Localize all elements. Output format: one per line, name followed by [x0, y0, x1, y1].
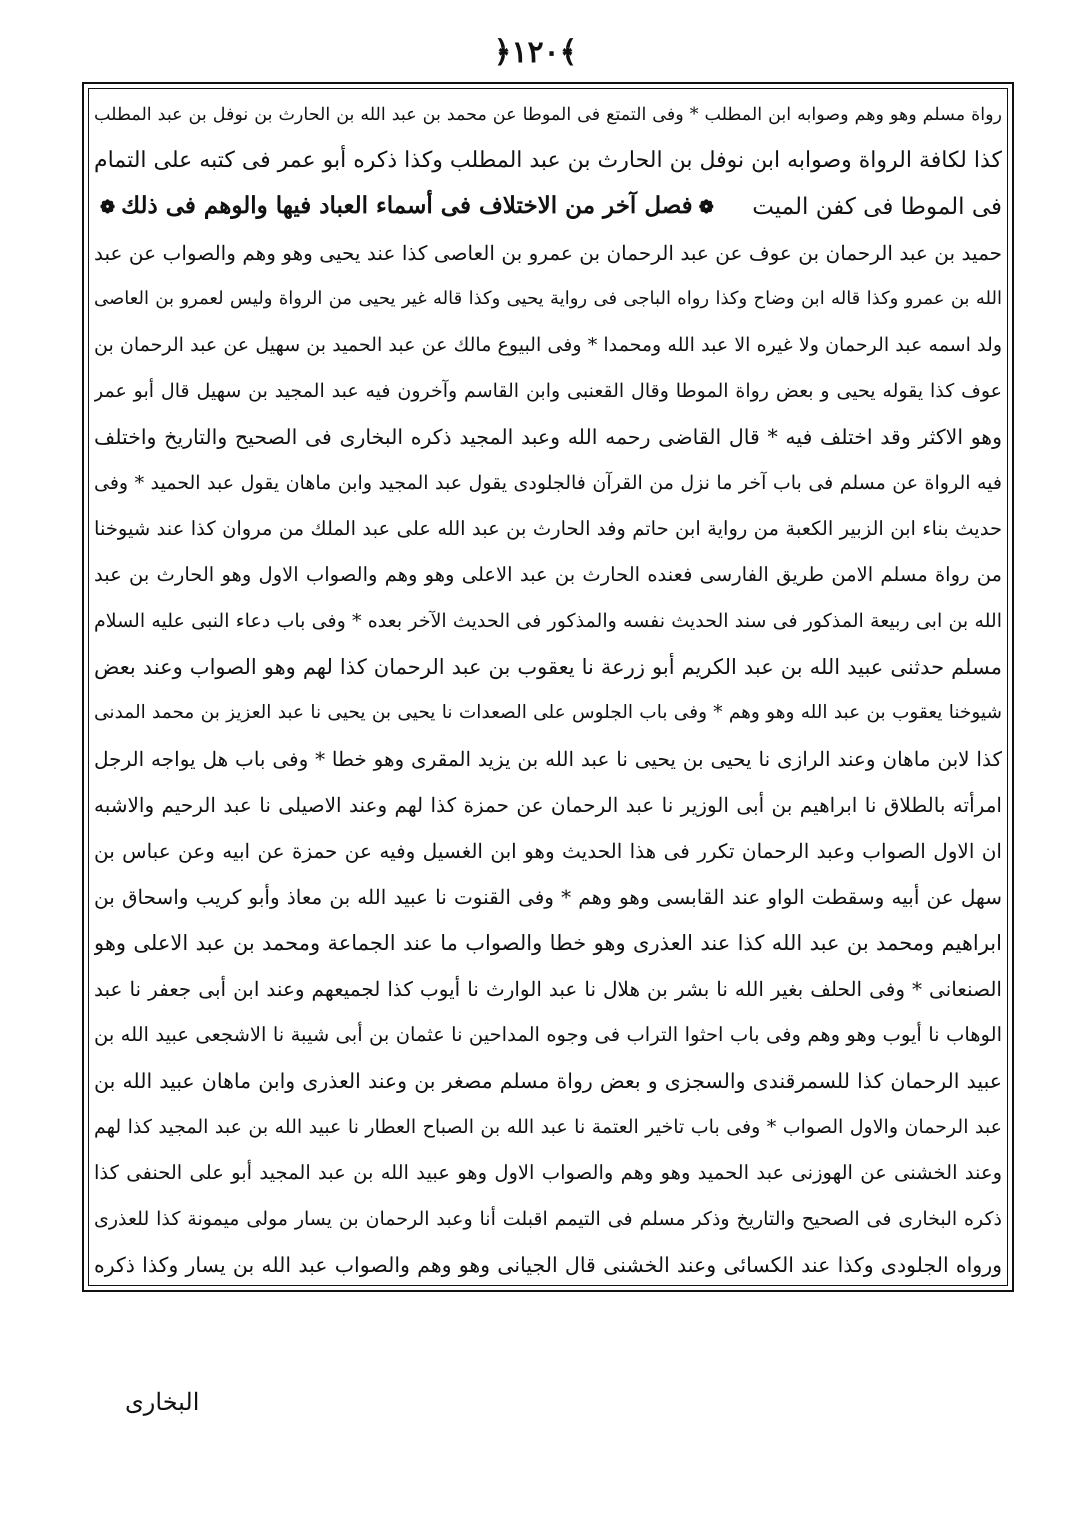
text-line: من رواة مسلم الامن طريق الفارسى فعنده الحارث بن عبد الاعلى وهو وهم والصواب الاول وهو الحارث بن عبد [94, 563, 1002, 586]
ornament-icon: ❁ [698, 197, 714, 218]
catchword: البخارى [125, 1388, 200, 1416]
text-line: الله بن عمرو وكذا قاله ابن وضاح وكذا رواه الباجى فى رواية يحيى وكذا قاله غير يحيى من الرواة وليس لعمرو بن العاصى [94, 288, 1002, 309]
text-line: امرأته بالطلاق نا ابراهيم بن أبى الوزير نا عبد الرحمان عن حمزة كذا لهم وعند الاصيلى نا عبد الرحيم والاشبه [94, 793, 1002, 817]
section-heading [94, 184, 1002, 230]
text-line: حديث بناء ابن الزبير الكعبة من رواية ابن حاتم وفد الحارث بن عبد الله على عبد الملك من مروان كذا عند شيوخنا [94, 517, 1002, 540]
text-line: الوهاب نا أيوب وهو وهم وفى باب احثوا التراب فى وجوه المداحين نا عثمان بن أبى شيبة نا الاشجعى عبيد الله بن [94, 1023, 1002, 1046]
text-line: عبيد الرحمان كذا للسمرقندى والسجزى و بعض رواة مسلم مصغر بن وعند العذرى وابن ماهان عبيد الله بن [94, 1069, 1002, 1093]
heading-subtitle: فى الموطا فى كفن الميت [752, 194, 1002, 220]
text-line: سهل عن أبيه وسقطت الواو عند القابسى وهو وهم * وفى القنوت نا عبيد الله بن معاذ وأبو كريب واسحاق بن [94, 885, 1002, 909]
ornament-icon: ❁ [100, 197, 116, 218]
text-line: كذا لكافة الرواة وصوابه ابن نوفل بن الحارث بن عبد المطلب وكذا ذكره أبو عمر فى كتبه على التمام [94, 148, 1002, 173]
text-line: ورواه الجلودى وكذا عند الكسائى وعند الخشنى قال الجيانى وهو وهم والصواب عبد الله بن يسار وكذا ذكره [94, 1253, 1002, 1277]
text-line: عبد الرحمان والاول الصواب * وفى باب تاخير العتمة نا عبد الله بن الصباح العطار نا عبيد الله بن عبد المجيد كذا لهم [94, 1116, 1002, 1138]
text-line: الصنعانى * وفى الحلف بغير الله نا بشر بن هلال نا عبد الوارث نا أيوب كذا لجميعهم وعند ابن أبى جعفر نا عبد [94, 977, 1002, 1001]
text-line: ابراهيم ومحمد بن عبد الله كذا عند العذرى وهو خطا والصواب ما عند الجماعة ومحمد بن عبد الاعلى وهو [94, 931, 1002, 955]
heading-title-group [94, 183, 720, 231]
text-line: فيه الرواة عن مسلم فى باب آخر ما نزل من القرآن فالجلودى يقول عبد المجيد وابن ماهان يقول عبد الحميد * وفى [94, 472, 1002, 494]
text-line: الله بن ابى ربيعة المذكور فى سند الحديث نفسه والمذكور فى الحديث الآخر بعده * وفى باب دعاء النبى عليه السلام [94, 610, 1002, 632]
text-line: وعند الخشنى عن الهوزنى عبد الحميد وهو وهم والصواب الاول وهو عبيد الله بن عبد المجيد أبو على الحنفى كذا [94, 1161, 1002, 1184]
text-line: حميد بن عبد الرحمان بن عوف عن عبد الرحمان بن عمرو بن العاصى كذا عند يحيى وهو وهم والصواب عن عبد [94, 241, 1002, 265]
text-line: مسلم حدثنى عبيد الله بن عبد الكريم أبو زرعة نا يعقوب بن عبد الرحمان كذا لهم وهو الصواب وعند بعض [94, 655, 1002, 679]
text-line: وهو الاكثر وقد اختلف فيه * قال القاضى رحمه الله وعبد المجيد ذكره البخارى فى الصحيح والتاريخ واختلف [94, 425, 1002, 449]
heading-title: فصل آخر من الاختلاف فى أسماء العباد فيها والوهم فى ذلك [121, 192, 693, 219]
text-line: كذا لابن ماهان وعند الرازى نا يحيى بن يحيى نا عبد الله بن يزيد المقرى وهو خطا * وفى باب هل يواجه الرجل [94, 747, 1002, 771]
text-line: ولد اسمه عبد الرحمان ولا غيره الا عبد الله ومحمدا * وفى البيوع مالك عن عبد الحميد بن سهيل عن عبد الرحمان بن [94, 334, 1002, 356]
main-text [94, 92, 1002, 1288]
text-line: رواة مسلم وهو وهم وصوابه ابن المطلب * وفى التمتع فى الموطا عن محمد بن عبد الله بن الحارث بن نوفل بن عبد المطلب [94, 105, 1002, 125]
text-line: ذكره البخارى فى الصحيح والتاريخ وذكر مسلم فى التيمم اقبلت أنا وعبد الرحمان بن يسار مولى ميمونة كذا للعذرى [94, 1208, 1002, 1230]
page-number: ﴿١٢٠﴾ [493, 35, 578, 70]
text-line: ان الاول الصواب وعبد الرحمان تكرر فى هذا الحديث وهو ابن الغسيل وفيه عن حمزة عن ابيه وعن عباس بن [94, 839, 1002, 863]
text-line: شيوخنا يعقوب بن عبد الله وهو وهم * وفى باب الجلوس على الصعدات نا يحيى بن يحيى نا عبد العزيز بن محمد المدنى [94, 702, 1002, 723]
text-line: عوف كذا يقوله يحيى و بعض رواة الموطا وقال القعنبى وابن القاسم وآخرون فيه عبد المجيد بن سهيل قال أبو عمر [94, 380, 1002, 402]
